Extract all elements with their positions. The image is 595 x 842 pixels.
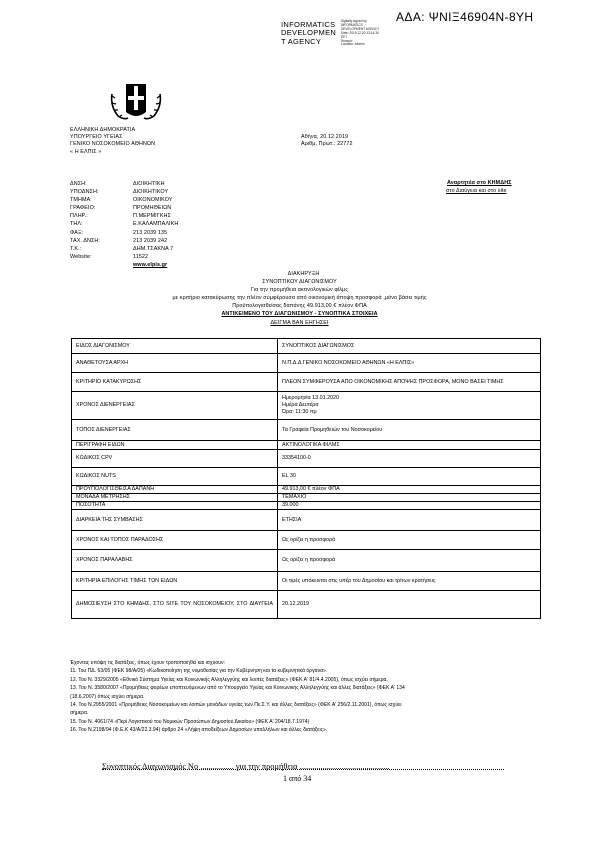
legal-item: 14. Του Ν.2955/2001 «Προμήθειες Νοσοκομείων και λοιπών μονάδων υγείας των Πε.Σ.Υ. και άλλες διατάξεις» (ΦΕΚ Α' 256/2.11.2001), όπως ισχύει [70,702,402,709]
contact-value: ΔΙΟΙΚΗΤΙΚΟΥ [133,189,169,196]
signature-detail-line: Date: 2019.12.20 13:14:30 [341,30,379,35]
table-row [72,450,541,468]
contact-label: ΦΑΞ: [70,229,84,236]
legal-item: (18.6.2007) όπως ισχύει σήμερα. [70,693,145,700]
row-value: Ως ορίζει η προσφορά [278,531,541,550]
row-label: ΧΡΟΝΟΣ ΔΙΕΝΕΡΓΕΙΑΣ [72,392,278,420]
row-label: ΚΡΙΤΗΡΙΟ ΚΑΤΑΚΥΡΩΣΗΣ [72,373,278,392]
issuer-block [70,127,155,156]
row-label: ΚΩΔΙΚΟΣ CPV [72,450,278,468]
contact-value: ΠΡΟΜΗΘΕΙΩΝ [133,205,172,212]
legal-item: 13. Του Ν. 3580/2007 «Προμήθειες φορέων εποπτευόμενων από το Υπουργείο Υγείας και Κοινωνικής Αλληλεγγύης και άλλες διατάξεις» (ΦΕΚ Α' 134 [70,685,405,692]
signature-detail-line: EET [341,34,348,39]
issuer-line: ΓΕΝΙΚΟ ΝΟΣΟΚΟΜΕΙΟ ΑΘΗΝΩΝ [70,141,156,148]
row-value: EL 30 [278,468,541,486]
announcement-section-subheading: ΔΕΙΓΜΑ ΒΑΝ ΕΗΓΗΣΕΙ [270,319,329,326]
row-value: 20.12.2019 [278,591,541,619]
row-value: ΑΚΤΙΝΟΛΟΓΙΚΑ ΦΙΛΜΣ [278,441,541,450]
contact-labels [70,180,100,261]
contact-label: ΔΝΣΗ: [70,181,87,187]
row-value: 39.000 [278,502,541,510]
agency-line: DEVELOPMEN [281,28,337,38]
protocol-number: Αριθμ. Πρωτ.: 22772 [301,141,353,148]
row-label: ΚΡΙΤΗΡΙΑ ΕΠΙΛΟΓΗΣ ΤΙΜΗΣ ΤΩΝ ΕΙΔΩΝ [72,572,278,591]
announcement-subtitle: ΣΥΝΟΠΤΙΚΟΥ ΔΙΑΓΩΝΙΣΜΟΥ [262,279,337,286]
contact-label: ΤΗΛ: [70,221,83,228]
contact-label: ΠΛΗΡ.: [70,213,88,220]
row-value: ΕΤΗΣΙΑ [278,510,541,531]
date-reference-block [301,134,353,148]
table-row [72,441,541,450]
announcement-title: ΔΙΑΚΗΡΥΞΗ [287,271,320,277]
page-number: 1 από 34 [283,774,312,783]
row-value: ΠΛΕΟΝ ΣΥΜΦΕΡΟΥΣΑ ΑΠΟ ΟΙΚΟΝΟΜΙΚΗΣ ΑΠΟΨΗΣ ΠΡΟΣΦΟΡΑ, ΜΟΝΟ ΒΑΣΕΙ ΤΙΜΗΣ [278,373,541,392]
table-row [72,531,541,550]
table-row [72,591,541,619]
signature-detail-line: Location: Athens [341,42,365,47]
row-label: ΠΟΣΟΤΗΤΑ [72,502,278,510]
hellenic-emblem-icon [108,80,164,122]
contact-label: ΤΜΗΜΑ: [70,197,92,204]
table-row [72,494,541,502]
agency-line: INFORMATICS [281,20,336,29]
publish-note-title: Αναρτητέα στο ΚΗΜΔΗΣ [447,180,512,186]
legal-item: σήμερα. [70,710,89,717]
issuer-line: ΕΛΛΗΝΙΚΗ ΔΗΜΟΚΡΑΤΙΑ [70,127,136,133]
table-row [72,354,541,373]
row-label: ΜΟΝΑΔΑ ΜΕΤΡΗΣΗΣ [72,494,278,502]
contact-value: 213 2039 135 [133,229,168,236]
row-label [72,591,278,619]
row-label: ΤΟΠΟΣ ΔΙΕΝΕΡΓΕΙΑΣ [72,420,278,441]
contact-value: 11522 [133,253,149,260]
signature-detail-line: Digitally signed by [341,19,367,23]
contact-value: ΔΗΜ.ΤΣΑΚΝΑ 7 [133,245,174,252]
signature-detail-line: INFORMATICS [341,22,363,27]
row-label: ΠΡΟΫΠΟΛΟΓΙΣΘΕΙΣΑ ΔΑΠΑΝΗ [72,486,278,494]
agency-line: T AGENCY [281,36,322,46]
signature-detail-line: DEVELOPMENT AGENCY [341,26,380,31]
signature-detail-line: Reason: [341,38,353,43]
row-value: 33354100-0 [278,450,541,468]
row-value: Οι τιμές υπόκεινται στις υπέρ του Δημοσίου και τρίτων κρατήσεις [278,572,541,591]
legal-item: 12. Του Ν. 3329/2005 «Εθνικό Σύστημα Υγείας και Κοινωνικής Αλληλεγγύης και λοιπές διατάξεις» (ΦΕΚ Α' 81/4.4.2005), όπως ισχύει σήμερα. [70,676,388,683]
contact-values [133,180,178,269]
announcement-section-heading: ΑΝΤΙΚΕΙΜΕΝΟ ΤΟΥ ΔΙΑΓΩΝΙΣΜΟΥ - ΣΥΝΟΠΤΙΚΑ ΣΤΟΙΧΕΙΑ [221,311,378,318]
ada-code: ΑΔΑ: ΨΝΙΞ46904Ν-8ΥΗ [396,10,534,24]
row-value-line: Ώρα: 11:30 πμ [282,409,317,415]
row-label: ΚΩΔΙΚΟΣ NUTS [72,468,278,486]
row-value-line: Ημερομηνία 13.01.2020 [282,395,340,401]
table-row [72,550,541,572]
contact-label: Τ.Κ.: [70,245,82,252]
row-label: ΕΙΔΟΣ ΔΙΑΓΩΝΙΣΜΟΥ [72,339,278,354]
row-label: ΧΡΟΝΟΣ ΚΑΙ ΤΟΠΟΣ ΠΑΡΑΔΟΣΗΣ [72,531,278,550]
table-row [72,510,541,531]
tender-summary-table [71,338,541,619]
announcement-block [0,270,595,327]
footer-text: Συνοπτικός Διαγωνισμός Νο ................ για την προμήθεια ........................................... [102,762,390,771]
contact-label: ΥΠΟΔΝΣΗ: [70,189,99,196]
legal-item: 15. Του Ν. 4061/74 «Περί Λογιστικού του Νομικών Προσώπων Δημοσίου Δικαίου» (ΦΕΚ Α' 204/18.7.1974) [70,718,310,725]
table-row [72,468,541,486]
contact-value: Π.ΜΕΡΜΙΓΚΗΣ [133,213,171,220]
row-value-line: Ημέρα Δευτέρα [282,402,319,408]
legal-item: 11. Του ΠΔ. 63/05 (ΦΕΚ 98/Α/05) «Κωδικοποίηση της νομοθεσίας για την Κυβέρνηση και τα κυβερνητικά όργανα». [70,668,328,675]
signature-agency-name [281,21,336,46]
contact-label: ΤΑΧ. ΔΝΣΗ: [70,237,100,244]
issuer-line: ΥΠΟΥΡΓΕΙΟ ΥΓΕΙΑΣ [70,134,123,141]
contact-value: 213 2039 242 [133,237,168,244]
issuer-line: « Η ΕΛΠΙΣ » [70,148,102,155]
contact-label: Website: [70,253,92,260]
website-link[interactable]: www.elpis.gr [133,261,168,268]
announcement-subject: Για την προμήθεια ακτινολογικών φίλμς [250,287,349,294]
legal-intro: Έχοντας υπόψη τις διατάξεις, όπως έχουν τροποποιηθεί και ισχύουν: [70,660,225,666]
row-value [278,392,541,420]
table-row [72,572,541,591]
contact-value: Ε.ΚΑΛΑΜΠΑΛΙΚΗ [133,221,179,228]
row-value: ΣΥΝΟΠΤΙΚΟΣ ΔΙΑΓΩΝΙΣΜΟΣ [278,339,541,354]
row-value: Τα Γραφεία Προμηθειών του Νοσοκομείου [278,420,541,441]
row-value: Ν.Π.Δ.Δ ΓΕΝΙΚΟ ΝΟΣΟΚΟΜΕΙΟ ΑΘΗΝΩΝ «Η ΕΛΠΙΣ» [278,354,541,373]
table-row [72,502,541,510]
table-row [72,373,541,392]
signature-details [341,20,379,47]
row-label: ΔΙΑΡΚΕΙΑ ΤΗΣ ΣΥΜΒΑΣΗΣ [72,510,278,531]
row-value: 49.913,00 € πλέον ΦΠΑ [278,486,541,494]
legal-references [70,659,540,735]
legal-item: 16. Του Ν.2198/94 (Φ.Ε.Κ 43/Α/22.3.94) άρθρο 24 «Λήψη αποδείξεων Δημοσίων υπαλλήλων και άλλες διατάξεις». [70,727,328,734]
row-value: ΤΕΜΑΧΙΟ [278,494,541,502]
row-value: Ως ορίζει η προσφορά [278,550,541,572]
contact-value: ΟΙΚΟΝΟΜΙΚΟΥ [133,197,173,204]
announcement-criterion: με κριτήριο κατακύρωσης την πλέον συμφέρουσα από οικονομική άποψη προσφορά ,μόνο βάσει τιμής [172,295,427,302]
row-label: ΧΡΟΝΟΣ ΠΑΡΑΛΑΒΗΣ [72,550,278,572]
table-row [72,420,541,441]
table-row [72,392,541,420]
table-row [72,339,541,354]
table-row [72,486,541,494]
row-label-text: ΔΗΜΟΣΙΕΥΣΗ ΣΤΟ ΚΗΜΔΗΣ, ΣΤΟ SITE ΤΟΥ ΝΟΣΟΚΟΜΕΙΟΥ, ΣΤΟ ΔΙΑΥΓΕΙΑ [76,601,273,607]
announcement-budget: Προϋπολογισθείσας δαπάνης 49.913,00 € πλέον ΦΠΑ [232,303,367,310]
document-date: Αθήνα, 20.12.2019 [301,134,349,140]
contact-value: ΔΙΟΙΚΗΤΙΚΗ [133,181,165,187]
row-label: ΑΝΑΘΕΤΟΥΣΑ ΑΡΧΗ [72,354,278,373]
row-label: ΠΕΡΙΓΡΑΦΗ ΕΙΔΩΝ [72,441,278,450]
publish-note-subtitle: στο Διαύγεια και στο site [446,188,507,194]
contact-label: ΓΡΑΦΕΙΟ: [70,205,96,212]
